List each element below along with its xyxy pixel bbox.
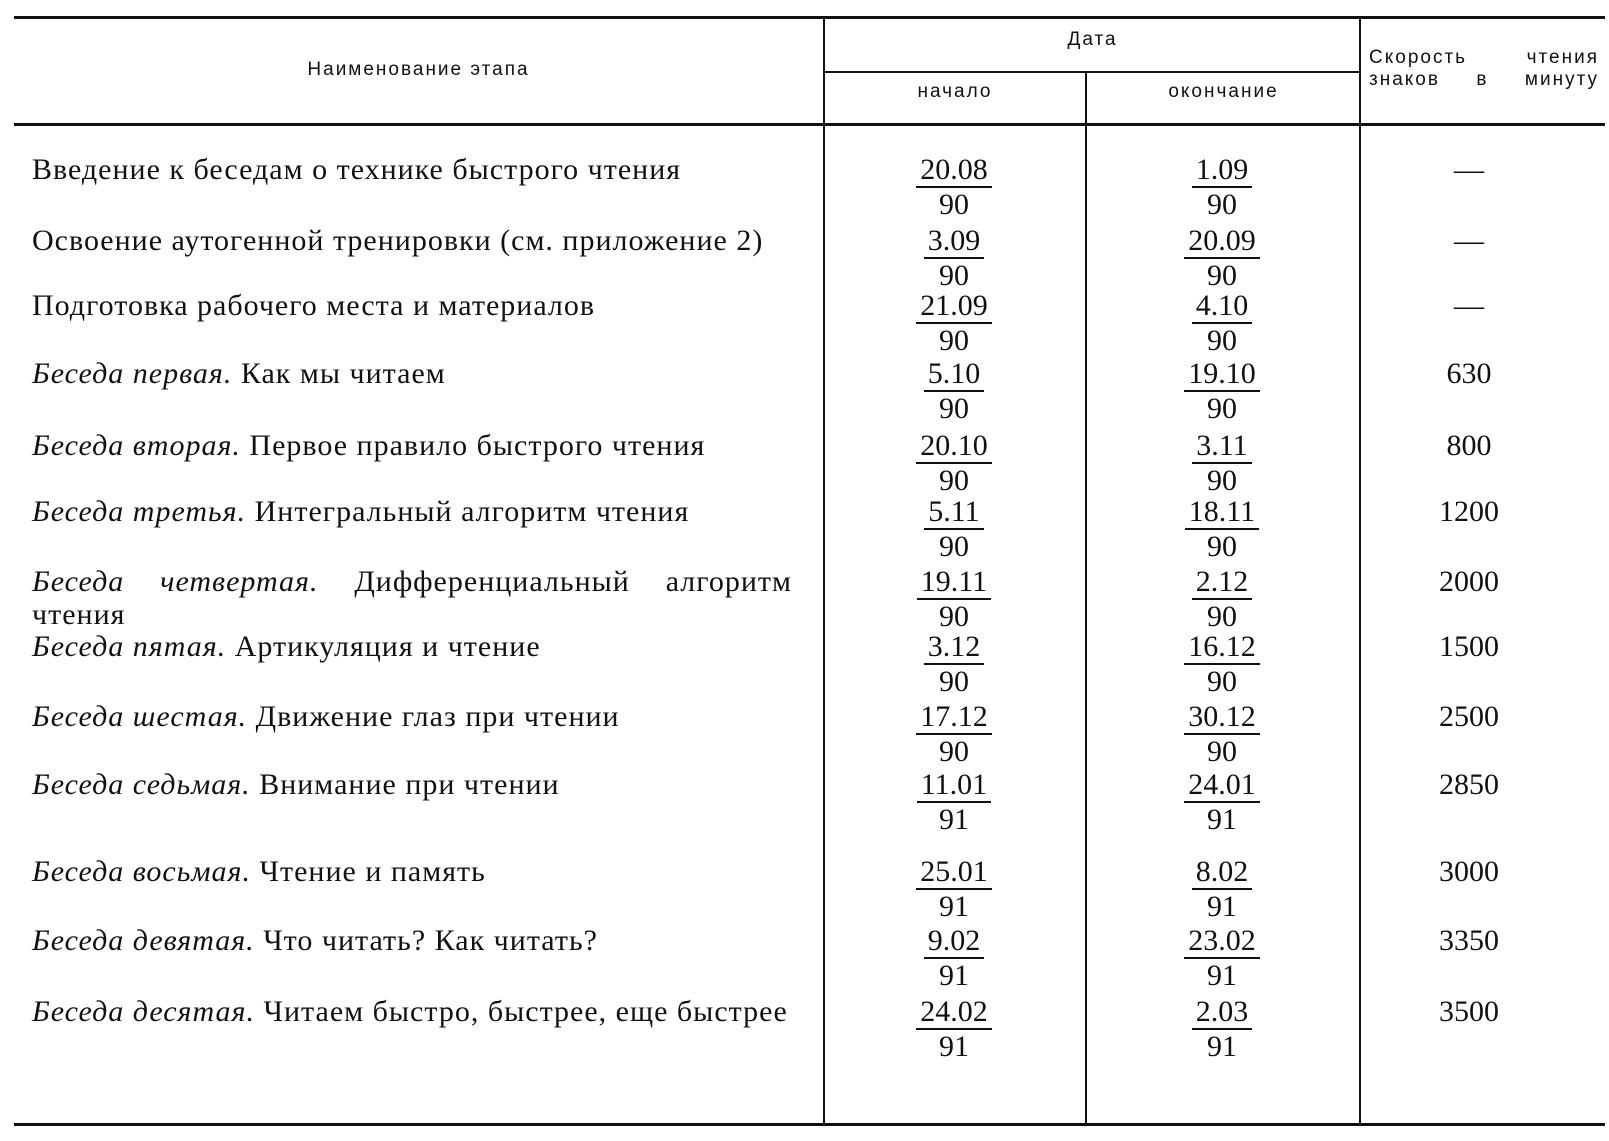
- stage-label: Беседа седьмая.: [32, 768, 251, 801]
- end-day-month: 23.02: [1184, 924, 1260, 959]
- schedule-table: [14, 16, 1605, 1126]
- header-end: окончание: [1168, 81, 1279, 102]
- speed-value: —: [1454, 153, 1484, 186]
- end-date: [1162, 289, 1282, 357]
- start-day-month: 11.01: [917, 768, 991, 803]
- end-day-month: 16.12: [1184, 630, 1260, 665]
- end-year: 90: [1207, 530, 1237, 563]
- start-day-month: 24.02: [916, 995, 992, 1030]
- start-date: [894, 630, 1014, 698]
- end-date: [1162, 995, 1282, 1063]
- end-date: [1162, 630, 1282, 698]
- start-date: [894, 768, 1014, 836]
- end-date: [1162, 924, 1282, 992]
- col-divider-speed: [1359, 19, 1361, 1123]
- speed-value: 1200: [1439, 495, 1499, 528]
- stage-title: Первое правило быстрого чтения: [240, 429, 706, 462]
- stage-title: Внимание при чтении: [250, 768, 560, 801]
- start-year: 90: [939, 530, 969, 563]
- stage-label: Беседа третья.: [32, 495, 247, 528]
- end-date: [1162, 565, 1282, 633]
- end-year: 91: [1207, 803, 1237, 836]
- start-date: [894, 855, 1014, 923]
- start-year: 90: [939, 735, 969, 768]
- end-day-month: 30.12: [1184, 700, 1260, 735]
- start-year: 91: [939, 890, 969, 923]
- start-day-month: 20.10: [916, 429, 992, 464]
- end-date: [1162, 224, 1282, 292]
- start-year: 90: [939, 259, 969, 292]
- stage-title: Что читать? Как читать?: [254, 924, 598, 957]
- end-year: 91: [1207, 1030, 1237, 1063]
- stage-title: Читаем быстро, быстрее, еще быстрее: [254, 995, 788, 1028]
- start-day-month: 3.09: [924, 224, 985, 259]
- end-date: [1162, 495, 1282, 563]
- stage-title: Движение глаз при чтении: [247, 700, 620, 733]
- start-year: 90: [939, 188, 969, 221]
- stage-title: Чтение и память: [250, 855, 486, 888]
- start-year: 90: [939, 600, 969, 633]
- end-day-month: 18.11: [1185, 495, 1259, 530]
- stage-cell: [32, 995, 792, 1028]
- start-date: [894, 153, 1014, 221]
- start-date: [894, 700, 1014, 768]
- end-day-month: 1.09: [1192, 153, 1253, 188]
- start-year: 91: [939, 803, 969, 836]
- end-year: 91: [1207, 959, 1237, 992]
- start-date: [894, 924, 1014, 992]
- date-divider: [824, 71, 1361, 73]
- start-year: 91: [939, 1030, 969, 1063]
- start-day-month: 5.11: [924, 495, 983, 530]
- start-date: [894, 289, 1014, 357]
- end-year: 90: [1207, 259, 1237, 292]
- stage-cell: [32, 224, 792, 257]
- col-divider-start: [1085, 71, 1087, 1123]
- stage-cell: [32, 495, 792, 528]
- end-day-month: 19.10: [1184, 357, 1260, 392]
- header-rule: [14, 123, 1605, 126]
- speed-value: —: [1454, 224, 1484, 257]
- end-date: [1162, 855, 1282, 923]
- start-day-month: 17.12: [916, 700, 992, 735]
- start-date: [894, 995, 1014, 1063]
- start-day-month: 5.10: [924, 357, 985, 392]
- speed-value: 630: [1446, 357, 1492, 390]
- end-year: 90: [1207, 665, 1237, 698]
- stage-label: Беседа десятая.: [32, 995, 255, 1028]
- end-day-month: 20.09: [1184, 224, 1260, 259]
- stage-cell: [32, 855, 792, 888]
- start-year: 90: [939, 392, 969, 425]
- stage-label: Беседа первая.: [32, 357, 233, 390]
- header-stage-name: Наименование этапа: [307, 59, 530, 80]
- start-year: 90: [939, 665, 969, 698]
- stage-cell: [32, 700, 792, 733]
- stage-title: Дифференциальный алгоритм чтения: [32, 565, 792, 631]
- stage-title: Интегральный алгоритм чтения: [246, 495, 690, 528]
- stage-label: Беседа пятая.: [32, 630, 227, 663]
- end-date: [1162, 153, 1282, 221]
- speed-value: 3000: [1439, 855, 1499, 888]
- stage-cell: [32, 153, 792, 186]
- start-day-month: 9.02: [924, 924, 985, 959]
- end-year: 90: [1207, 324, 1237, 357]
- stage-title: Освоение аутогенной тренировки (см. приложение 2): [32, 224, 764, 257]
- stage-cell: [32, 289, 792, 322]
- start-year: 90: [939, 464, 969, 497]
- speed-value: 2500: [1439, 700, 1499, 733]
- stage-cell: [32, 357, 792, 390]
- start-date: [894, 565, 1014, 633]
- speed-value: 1500: [1439, 630, 1499, 663]
- header-date: Дата: [1067, 29, 1118, 50]
- speed-value: —: [1454, 289, 1484, 322]
- start-day-month: 25.01: [916, 855, 992, 890]
- speed-value: 2000: [1439, 565, 1499, 598]
- header-speed: Скорость чтения знаков в минуту: [1369, 47, 1599, 90]
- start-year: 90: [939, 324, 969, 357]
- start-year: 91: [939, 959, 969, 992]
- start-date: [894, 224, 1014, 292]
- end-date: [1162, 429, 1282, 497]
- stage-title: Артикуляция и чтение: [226, 630, 541, 663]
- end-day-month: 24.01: [1184, 768, 1260, 803]
- stage-title: Как мы читаем: [232, 357, 446, 390]
- start-date: [894, 429, 1014, 497]
- end-year: 90: [1207, 188, 1237, 221]
- end-year: 90: [1207, 735, 1237, 768]
- speed-value: 800: [1446, 429, 1492, 462]
- start-day-month: 20.08: [916, 153, 992, 188]
- end-day-month: 8.02: [1192, 855, 1253, 890]
- start-day-month: 19.11: [917, 565, 991, 600]
- start-date: [894, 495, 1014, 563]
- stage-cell: [32, 768, 792, 801]
- end-date: [1162, 357, 1282, 425]
- stage-cell: [32, 565, 792, 631]
- stage-cell: [32, 630, 792, 663]
- stage-label: Беседа вторая.: [32, 429, 241, 462]
- header-start: начало: [917, 81, 993, 102]
- stage-cell: [32, 429, 792, 462]
- start-date: [894, 357, 1014, 425]
- speed-value: 3500: [1439, 995, 1499, 1028]
- stage-label: Беседа шестая.: [32, 700, 248, 733]
- end-year: 90: [1207, 392, 1237, 425]
- speed-value: 3350: [1439, 924, 1499, 957]
- end-day-month: 3.11: [1192, 429, 1251, 464]
- start-day-month: 3.12: [924, 630, 985, 665]
- end-year: 90: [1207, 464, 1237, 497]
- end-day-month: 4.10: [1192, 289, 1253, 324]
- stage-label: Беседа четвертая.: [32, 565, 319, 598]
- start-day-month: 21.09: [916, 289, 992, 324]
- end-date: [1162, 768, 1282, 836]
- stage-title: Подготовка рабочего места и материалов: [32, 289, 596, 322]
- speed-value: 2850: [1439, 768, 1499, 801]
- end-year: 90: [1207, 600, 1237, 633]
- end-day-month: 2.12: [1192, 565, 1253, 600]
- stage-cell: [32, 924, 792, 957]
- stage-label: Беседа восьмая.: [32, 855, 251, 888]
- end-day-month: 2.03: [1192, 995, 1253, 1030]
- col-divider-stage: [823, 19, 825, 1123]
- end-date: [1162, 700, 1282, 768]
- stage-title: Введение к беседам о технике быстрого чтения: [32, 153, 682, 186]
- end-year: 91: [1207, 890, 1237, 923]
- stage-label: Беседа девятая.: [32, 924, 255, 957]
